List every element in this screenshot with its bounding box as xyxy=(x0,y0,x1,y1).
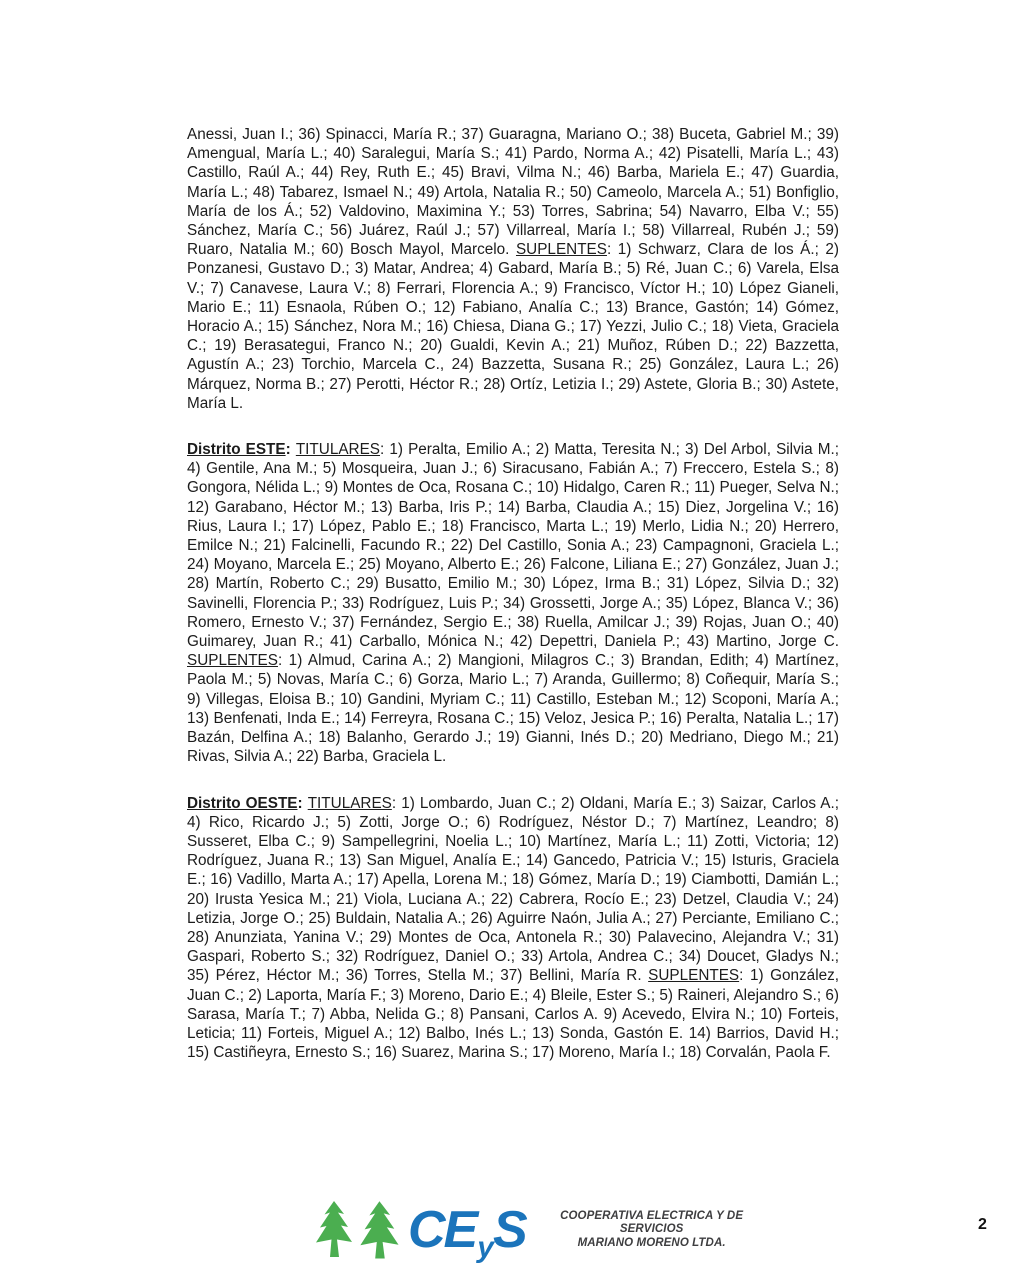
acronym-s: S xyxy=(492,1200,526,1259)
organization-name xyxy=(538,1210,766,1251)
heading-colon: : xyxy=(297,794,308,812)
page-number: 2 xyxy=(978,1216,987,1233)
titulares-heading: TITULARES xyxy=(295,441,380,459)
list-text: : 1) Peralta, Emilio A.; 2) Matta, Teresita N.; 3) Del Arbol, Silvia M.; 4) Gentile, Ana M.; 5) Mosqueira, Juan J.; 6) Siracusano, Fabián A.; 7) Freccero, Estela S.; 8) Gongora, Nélida L.; 9) Montes de Oca, Rosana C.; 10) Hidalgo, Caren R.; 11) Pueger, Selva N.; 12) Garabano, Héctor M.; 13) Barba, Iris P.; 14) Barba, Claudia A.; 15) Diez, Jorgelina V.; 16) Rius, Laura I.; 17) López, Pablo E.; 18) Francisco, Marta L.; 19) Merlo, Lidia N.; 20) Herrero, Emilce N.; 21) Falcinelli, Facundo R.; 22) Del Castillo, Sonia A.; 23) Campagnoni, Graciela L.; 24) Moyano, Marcela E.; 25) Moyano, Alberto E.; 26) Falcone, Liliana E.; 27) González, Juan J.; 28) Martín, Roberto C.; 29) Busatto, Emilio M.; 30) López, Irma B.; 31) López, Silvia D.; 32) Savinelli, Florencia P.; 33) Rodríguez, Luis P.; 34) Grossetti, Jorge A.; 35) López, Blanca V.; 36) Romero, Ernesto V.; 37) Fernández, Sergio E.; 38) Ruella, Amilcar J.; 39) Rojas, Juan O.; 40) Guimarey, Juan R.; 41) Carballo, Mónica N.; 42) Depettri, Daniela P.; 43) Martino, Jorge C. xyxy=(187,441,839,651)
paragraph-distrito-oeste xyxy=(187,794,839,1063)
suplentes-heading: SUPLENTES xyxy=(515,241,607,259)
acronym-y: y xyxy=(477,1231,492,1265)
paragraph-distrito-este xyxy=(187,440,839,766)
suplentes-heading: SUPLENTES xyxy=(648,967,740,985)
distrito-este-heading: Distrito ESTE xyxy=(187,441,286,459)
organization-name-line1: COOPERATIVA ELECTRICA Y DE SERVICIOS xyxy=(560,1209,744,1236)
document-text xyxy=(187,125,839,1062)
list-text: : 1) Almud, Carina A.; 2) Mangioni, Milagros C.; 3) Brandan, Edith; 4) Martínez, Paola M.; 5) Novas, María C.; 6) Gorza, Mario L.; 7) Aranda, Guillermo; 8) Coñequir, María S.; 9) Villegas, Eloisa B.; 10) Gandini, Myriam C.; 11) Castillo, Esteban M.; 12) Scoponi, María A.; 13) Benfenati, Inda E.; 14) Ferreyra, Rosana C.; 15) Veloz, Jesica P.; 16) Peralta, Natalia L.; 17) Bazán, Delfina A.; 18) Balanho, Gerardo J.; 19) Gianni, Inés D.; 20) Medriano, Diego M.; 21) Rivas, Silvia A.; 22) Barba, Graciela L. xyxy=(187,652,839,766)
list-text: : 1) Lombardo, Juan C.; 2) Oldani, María E.; 3) Saizar, Carlos A.; 4) Rico, Ricardo J.; 5) Zotti, Jorge O.; 6) Rodríguez, Néstor D.; 7) Martínez, Leandro; 8) Susseret, Elba C.; 9) Sampellegrini, Noelia L.; 10) Martínez, María L.; 11) Zotti, Victoria; 12) Rodríguez, Juana R.; 13) San Miguel, Analía E.; 14) Gancedo, Patricia V.; 15) Isturis, Graciela E.; 16) Vadillo, Marta A.; 17) Apella, Lorena M.; 18) Gómez, María D.; 19) Ciambotti, Damián L.; 20) Irusta Yesica M.; 21) Viola, Luciana A.; 22) Cabrera, Rocío E.; 23) Detzel, Claudia V.; 24) Letizia, Jorge O.; 25) Buldain, Natalia A.; 26) Aguirre Naón, Julia A.; 27) Perciante, Emiliano C.; 28) Anunziata, Yanina V.; 29) Montes de Oca, Antonela R.; 30) Palavecino, Alejandra V.; 31) Gaspari, Roberto S.; 32) Rodríguez, Daniel O.; 33) Artola, Andrea C.; 34) Doucet, Gladys N.; 35) Pérez, Héctor M.; 36) Torres, Stella M.; 37) Bellini, María R. xyxy=(187,794,840,985)
titulares-heading: TITULARES xyxy=(307,794,392,812)
paragraph-suplentes-continuation xyxy=(187,125,839,413)
list-text: : 1) Schwarz, Clara de los Á.; 2) Ponzanesi, Gustavo D.; 3) Matar, Andrea; 4) Gabard, María B.; 5) Ré, Juan C.; 6) Varela, Elsa V.; 7) Canavese, Laura V.; 8) Ferrari, Florencia A.; 9) Francisco, Víctor H.; 10) López Gianeli, Mario E.; 11) Esnaola, Rúben O.; 12) Fabiano, Analía C.; 13) Brance, Gastón; 14) Gómez, Horacio A.; 15) Sánchez, Nora M.; 16) Chiesa, Diana G.; 17) Yezzi, Julio C.; 18) Vieta, Graciela C.; 19) Berasategui, Franco N.; 20) Gualdi, Kevin A.; 21) Muñoz, Rúben D.; 22) Bazzetta, Agustín A.; 23) Torchio, Marcela C., 24) Bazzetta, Susana R.; 25) González, Laura L.; 26) Márquez, Norma B.; 27) Perotti, Héctor R.; 28) Ortíz, Letizia I.; 29) Astete, Gloria B.; 30) Astete, María L. xyxy=(187,241,840,412)
suplentes-heading: SUPLENTES xyxy=(187,652,278,670)
acronym-ce: CE xyxy=(408,1200,477,1259)
organization-name-line2: MARIANO MORENO LTDA. xyxy=(577,1236,726,1249)
ceys-acronym xyxy=(408,1200,526,1265)
pine-trees-icon xyxy=(310,1197,406,1263)
distrito-oeste-heading: Distrito OESTE xyxy=(187,794,298,812)
ceys-logo xyxy=(310,1194,766,1266)
heading-colon: : xyxy=(285,441,296,459)
list-text: : 1) González, Juan C.; 2) Laporta, María F.; 3) Moreno, Dario E.; 4) Bleile, Ester S.; 5) Raineri, Alejandro S.; 6) Sarasa, María T.; 7) Abba, Nelida G.; 8) Pansani, Carlos A. 9) Acevedo, Elvira N.; 10) Forteis, Leticia; 11) Forteis, Miguel A.; 12) Balbo, Inés L.; 13) Sonda, Gastón E. 14) Barrios, David H.; 15) Castiñeyra, Ernesto S.; 16) Suarez, Marina S.; 17) Moreno, María I.; 18) Corvalán, Paola F. xyxy=(187,967,839,1062)
list-text: Anessi, Juan I.; 36) Spinacci, María R.; 37) Guaragna, Mariano O.; 38) Buceta, Gabriel M.; 39) Amengual, María L.; 40) Saralegui, María S.; 41) Pardo, Norma A.; 42) Pisatelli, María L.; 43) Castillo, Raúl A.; 44) Rey, Ruth E.; 45) Bravi, Vilma N.; 46) Barba, Mariela E.; 47) Guardia, María L.; 48) Tabarez, Ismael N.; 49) Artola, Natalia R.; 50) Cameolo, Marcela A.; 51) Bonfiglio, María de los Á.; 52) Valdovino, Maximina Y.; 53) Torres, Sabrina; 54) Navarro, Elba V.; 55) Sánchez, María C.; 56) Juárez, Raúl J.; 57) Villarreal, María I.; 58) Villarreal, Rubén J.; 59) Ruaro, Natalia M.; 60) Bosch Mayol, Marcelo. xyxy=(187,126,839,259)
